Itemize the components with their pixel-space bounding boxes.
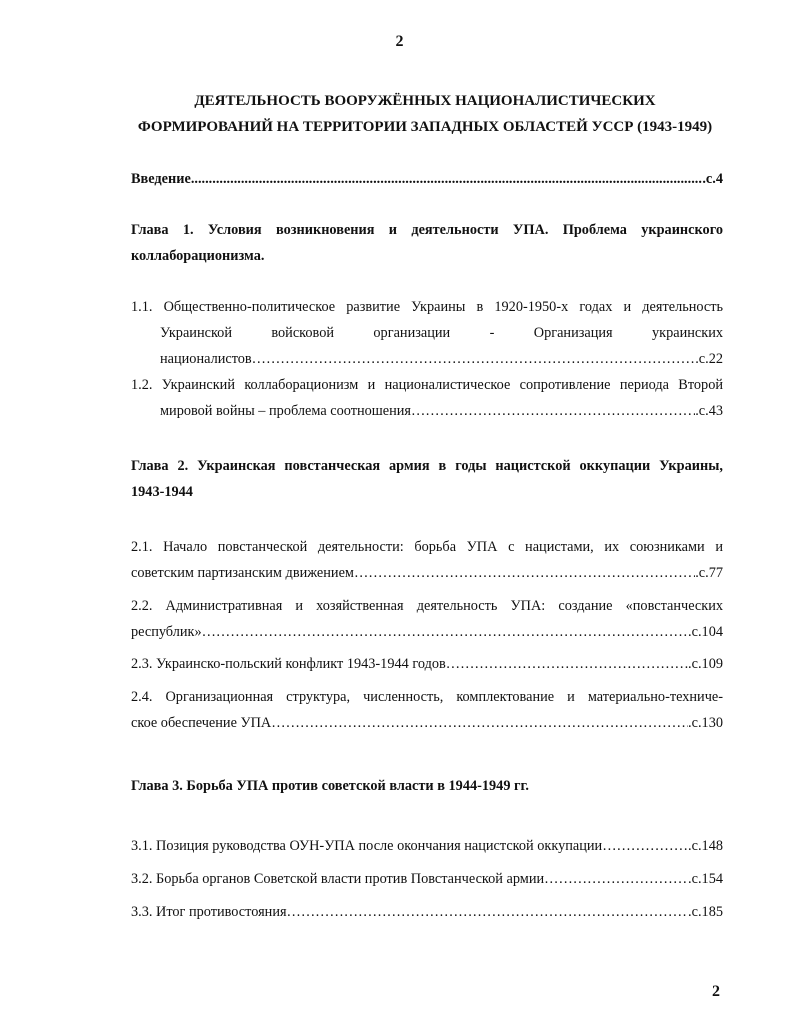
chapter-1-heading-line-1: Глава 1. Условия возникновения и деятельности УПА. Проблема украинского <box>131 222 723 238</box>
toc-entry-label: 3.3. Итог противостояния <box>131 904 287 920</box>
toc-leader-dots <box>287 899 689 925</box>
toc-page-ref: .с.109 <box>688 656 723 672</box>
toc-entry-1-2-line-2 <box>160 398 723 424</box>
toc-page-ref: .с.154 <box>688 871 723 887</box>
toc-entry-1-1-line-1: 1.1. Общественно-политическое развитие Украины в 1920-1950-х годах и деятельность <box>131 299 723 315</box>
toc-leader-dots <box>202 619 688 645</box>
toc-entry-2-1-line-2 <box>131 560 723 586</box>
toc-leader-dots <box>602 833 688 859</box>
toc-leader-dots <box>252 346 696 372</box>
toc-entry-2-2-line-2 <box>131 619 723 645</box>
toc-page-ref: .с.4 <box>702 171 723 187</box>
toc-entry-label: 3.1. Позиция руководства ОУН-УПА после окончания нацистской оккупации <box>131 838 603 854</box>
toc-entry-label: Введение <box>131 171 191 187</box>
toc-entry-label: ское обеспечение УПА <box>131 715 272 731</box>
toc-entry-2-3 <box>131 651 723 677</box>
toc-entry-3-2 <box>131 866 723 892</box>
toc-entry-label: националистов <box>160 351 252 367</box>
toc-entry-label: 3.2. Борьба органов Советской власти против Повстанческой армии <box>131 871 545 887</box>
toc-entry-label: мировой войны – проблема соотношения <box>160 403 411 419</box>
chapter-2-heading-line-2: 1943-1944 <box>131 484 193 500</box>
toc-entry-2-1-line-1: 2.1. Начало повстанческой деятельности: борьба УПА с нацистами, их союзниками и <box>131 539 723 555</box>
toc-entry-intro <box>131 166 723 192</box>
toc-entry-label: советским партизанским движением <box>131 565 354 581</box>
toc-leader-dots <box>411 398 695 424</box>
toc-page-ref: .с.148 <box>688 838 723 854</box>
toc-page-ref: .с.43 <box>695 403 723 419</box>
page-number-bottom: 2 <box>712 983 720 1000</box>
toc-entry-3-1 <box>131 833 723 859</box>
document-title-line-1: ДЕЯТЕЛЬНОСТЬ ВООРУЖЁННЫХ НАЦИОНАЛИСТИЧЕСКИХ <box>194 93 656 109</box>
toc-leader-dots <box>544 866 688 892</box>
toc-leader-dots <box>354 560 695 586</box>
toc-page-ref: .с.77 <box>695 565 723 581</box>
toc-page-ref: .с.104 <box>688 624 723 640</box>
toc-entry-2-4-line-1: 2.4. Организационная структура, численность, комплектование и материально-техниче- <box>131 689 723 705</box>
toc-entry-1-2-line-1: 1.2. Украинский коллаборационизм и националистическое сопротивление периода Второй <box>131 377 723 393</box>
toc-entry-1-1-line-2: Украинской войсковой организации - Организация украинских <box>160 325 723 341</box>
chapter-2-heading-line-1: Глава 2. Украинская повстанческая армия в годы нацистской оккупации Украины, <box>131 458 723 474</box>
toc-entry-1-1-line-3 <box>160 346 723 372</box>
toc-leader-dots <box>271 710 688 736</box>
chapter-3-heading: Глава 3. Борьба УПА против советской власти в 1944-1949 гг. <box>131 778 529 794</box>
toc-leader-dots <box>446 651 688 677</box>
toc-entry-2-2-line-1: 2.2. Административная и хозяйственная деятельность УПА: создание «повстанческих <box>131 598 723 614</box>
toc-entry-2-4-line-2 <box>131 710 723 736</box>
toc-page-ref: .с.22 <box>695 351 723 367</box>
toc-entry-label: республик» <box>131 624 202 640</box>
toc-page-ref: .с.185 <box>688 904 723 920</box>
toc-page-ref: .с.130 <box>688 715 723 731</box>
toc-entry-3-3 <box>131 899 723 925</box>
toc-leader-dots <box>191 166 703 192</box>
chapter-1-heading-line-2: коллаборационизма. <box>131 248 265 264</box>
page-number-top: 2 <box>395 33 404 50</box>
toc-entry-label: 2.3. Украинско-польский конфликт 1943-1944 годов <box>131 656 446 672</box>
document-title-line-2: ФОРМИРОВАНИЙ НА ТЕРРИТОРИИ ЗАПАДНЫХ ОБЛАСТЕЙ УССР (1943-1949) <box>137 119 713 135</box>
